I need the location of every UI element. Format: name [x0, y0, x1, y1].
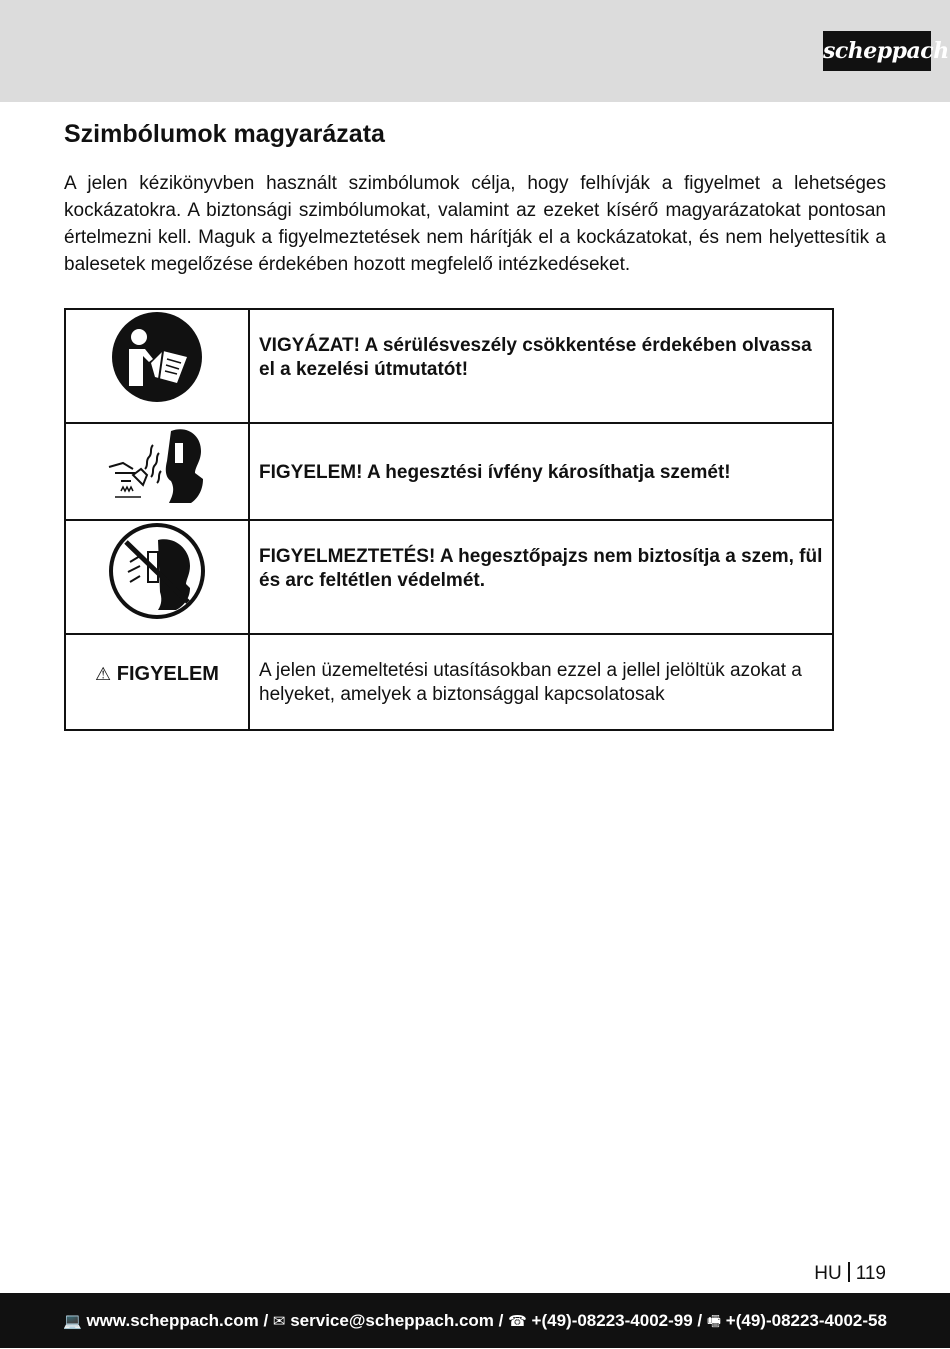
- read-manual-icon: [111, 311, 203, 403]
- symbol-cell: [65, 309, 249, 423]
- symbol-cell: [65, 520, 249, 634]
- footer-separator: /: [697, 1311, 703, 1330]
- table-row: [65, 520, 833, 634]
- footer-separator: /: [263, 1311, 269, 1330]
- table-row: [65, 309, 833, 423]
- page-title: Szimbólumok magyarázata: [64, 120, 385, 148]
- page-number: [814, 1262, 886, 1285]
- intro-paragraph: A jelen kézikönyvben használt szimbólumok célja, hogy felhívják a figyelmet a lehetséges kockázatokra. A biztonsági szimbólumokat, valamint az ezeket kísérő magyarázatokat pontosan értelmezni kell. Maguk a figyelmeztetések nem hárítják el a kockázatokat, és nem helyettesítik a balesetek megelőzése érdekében hozott megfelelő intézkedéseket.: [64, 173, 886, 275]
- symbol-cell: [65, 423, 249, 520]
- scheppach-logo: scheppach: [823, 31, 931, 71]
- phone-icon: ☎: [508, 1312, 527, 1330]
- symbol-description: FIGYELEM! A hegesztési ívfény károsíthatja szemét!: [249, 423, 833, 520]
- footer-website[interactable]: www.scheppach.com: [86, 1311, 259, 1330]
- table-row: [65, 634, 833, 730]
- footer-bar: [0, 1293, 950, 1348]
- computer-icon: 💻: [63, 1312, 82, 1330]
- page-number-value: 119: [855, 1263, 886, 1284]
- warning-label: FIGYELEM: [116, 663, 219, 685]
- table-row: [65, 423, 833, 520]
- symbol-description: FIGYELMEZTETÉS! A hegesztőpajzs nem biztosítja a szem, fül és arc feltétlen védelmét.: [249, 520, 833, 634]
- header-band: [0, 0, 950, 102]
- page-number-divider: [848, 1262, 850, 1282]
- language-code: HU: [814, 1263, 842, 1284]
- welding-arc-eye-hazard-icon: [105, 425, 209, 505]
- symbol-cell: [65, 634, 249, 730]
- footer-separator: /: [498, 1311, 504, 1330]
- no-face-protection-icon: [108, 522, 206, 620]
- footer-email[interactable]: service@scheppach.com: [290, 1311, 494, 1330]
- symbols-table: [64, 308, 834, 731]
- mail-icon: ✉: [272, 1312, 286, 1330]
- footer-fax: +(49)-08223-4002-58: [725, 1311, 887, 1330]
- symbol-description: VIGYÁZAT! A sérülésveszély csökkentése érdekében olvassa el a kezelési útmutatót!: [249, 309, 833, 423]
- fax-icon: 🖷: [706, 1312, 722, 1330]
- symbol-description: A jelen üzemeltetési utasításokban ezzel a jellel jelöltük azokat a helyeket, amelyek a biztonsággal kapcsolatosak: [249, 634, 833, 730]
- warning-triangle-icon: ⚠: [95, 664, 112, 685]
- footer-phone: +(49)-08223-4002-99: [531, 1311, 693, 1330]
